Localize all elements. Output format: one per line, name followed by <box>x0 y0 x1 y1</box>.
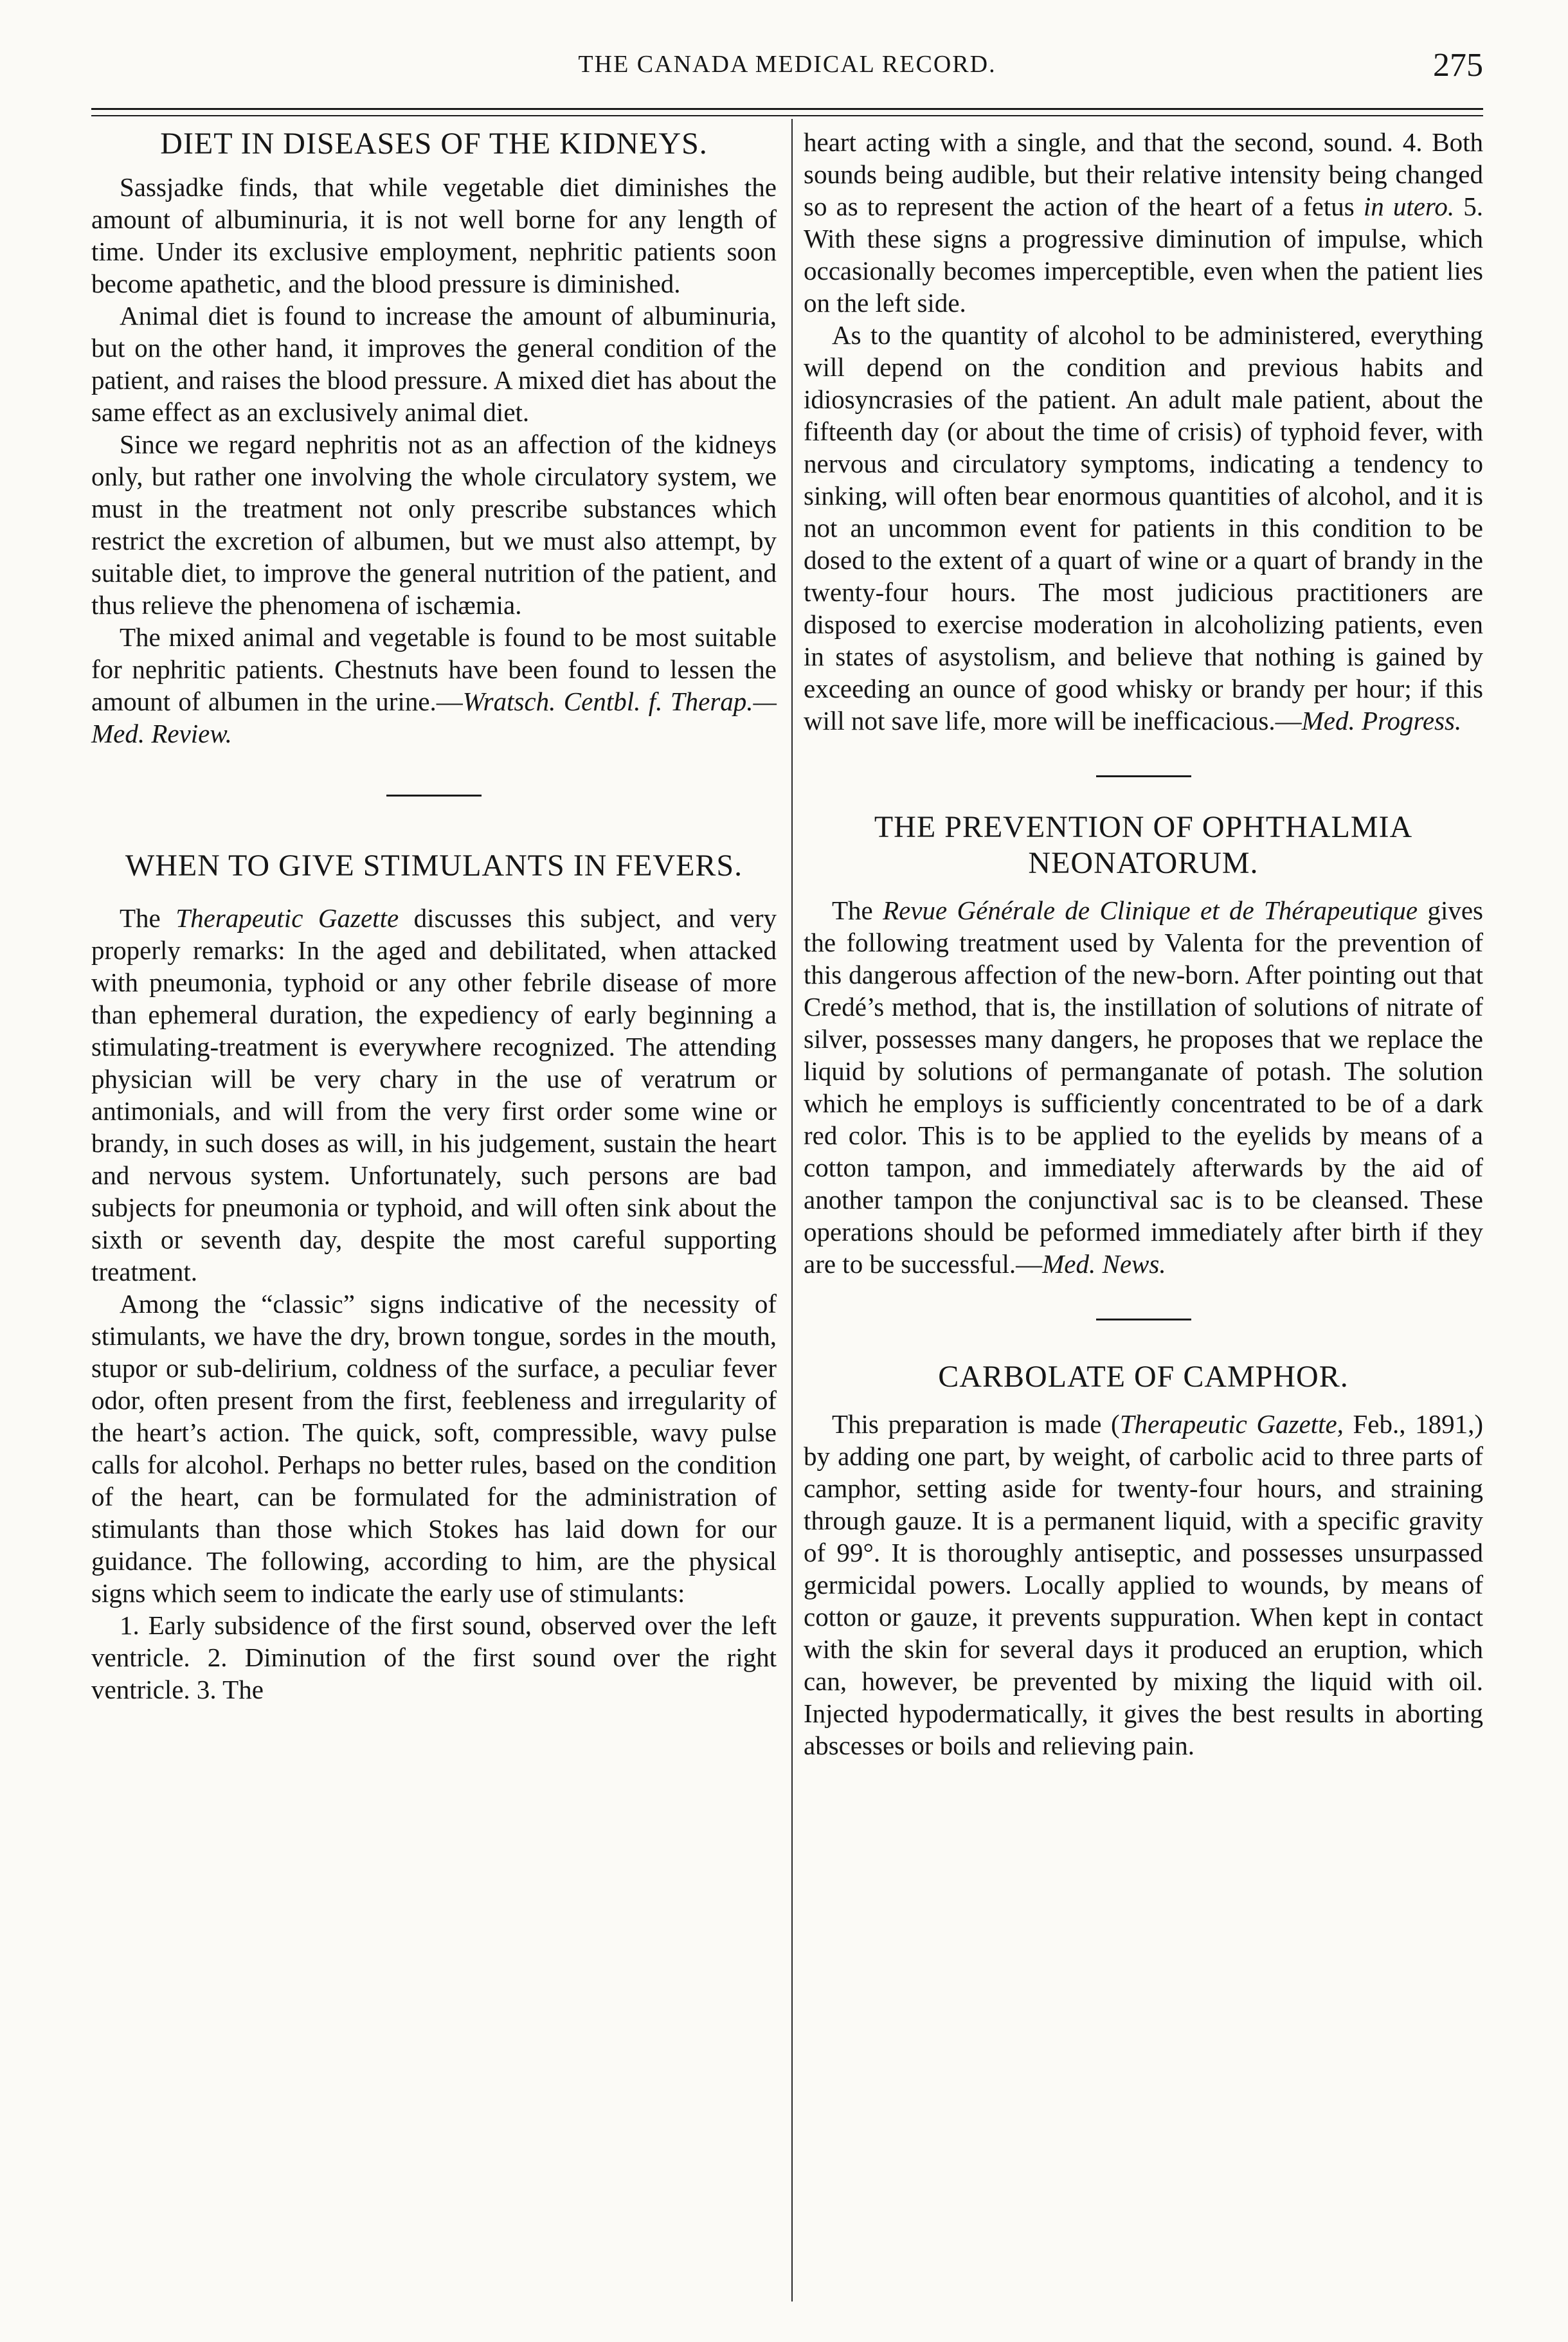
paragraph <box>91 621 777 750</box>
header-rule-secondary <box>91 115 1483 116</box>
article-title-ophthalmia: THE PREVENTION OF OPHTHALMIA NEONATORUM. <box>874 810 1413 880</box>
paragraph <box>804 1408 1483 1761</box>
article-title-diet-kidneys: DIET IN DISEASES OF THE KIDNEYS. <box>160 127 708 161</box>
paragraph-text: heart acting with a single, and that the second, sound. 4. Both sounds being audible, but their relative intensity being changed so as to represent the action of the heart of a fetus <box>804 127 1483 221</box>
paragraph-text: The mixed animal and vegetable is found to be most suitable for nephritic patients. Chestnuts have been found to lessen the amount of albumen in the urine.— <box>91 622 777 716</box>
article-source: Med. News. <box>1042 1249 1166 1279</box>
paragraph-text: Feb., 1891,) by adding one part, by weight, of carbolic acid to three parts of camphor, setting aside for twenty-four hours, and straining through gauze. It is a permanent liquid, with a specific gravity of 99°. It is thoroughly antiseptic, and possesses unsurpassed germicidal powers. Locally applied to wounds, by means of cotton or gauze, it prevents suppuration. When kept in contact with the skin for several days it produced an eruption, which can, however, be prevented by mixing the liquid with oil. Injected hypodermatically, it gives the best results in aborting abscesses or boils and relieving pain. <box>804 1409 1483 1760</box>
column-divider <box>791 119 793 2301</box>
paragraph <box>804 319 1483 737</box>
paragraph-text: discusses this subject, and very properly remarks: In the aged and debilitated, when attacked with pneumonia, typhoid or any other febrile disease of more than ephemeral duration, the expediency of early beginning a stimulating-treatment is everywhere recognized. The attending physician will be very chary in the use of veratrum or antimonials, and will from the very first order some wine or brandy, in such doses as will, in his judgement, sustain the heart and nervous system. Unfortunately, such persons are bad subjects for pneumonia or typhoid, and will often sink about the sixth or seventh day, despite the most careful supporting treatment. <box>91 903 777 1286</box>
paragraph-text: The <box>120 903 176 933</box>
paragraph: Since we regard nephritis not as an affection of the kidneys only, but rather one involving the whole circulatory system, we must in the treatment not only prescribe substances which restrict the excretion of albumen, but we must also attempt, by suitable diet, to improve the general nutrition of the patient, and thus relieve the phenomena of ischæmia. <box>91 429 777 620</box>
running-title: THE CANADA MEDICAL RECORD. <box>578 51 996 78</box>
paragraph: Sassjadke finds, that while vegetable diet diminishes the amount of albuminuria, it is not well borne for any length of time. Under its exclusive employment, nephritic patients soon become apathetic, and the blood pressure is diminished. <box>91 172 777 298</box>
journal-name: Therapeutic Gazette <box>176 903 399 933</box>
journal-name: Revue Générale de Clinique et de Thérapeutique <box>883 896 1418 925</box>
paragraph-text: The <box>832 896 883 925</box>
journal-name: Therapeutic Gazette, <box>1119 1409 1344 1439</box>
article-title-carbolate-camphor: CARBOLATE OF CAMPHOR. <box>938 1360 1349 1394</box>
article-source: Wratsch. Centbl. f. Therap.—Med. Review. <box>91 687 777 748</box>
paragraph-text: 5. With these signs a progressive diminution of impulse, which occasionally becomes imperceptible, even when the patient lies on the left side. <box>804 192 1483 318</box>
section-separator <box>386 795 482 797</box>
article-title-stimulants-fevers: WHEN TO GIVE STIMULANTS IN FEVERS. <box>125 849 743 883</box>
section-separator <box>1096 1319 1191 1320</box>
paragraph <box>804 894 1483 1280</box>
paragraph-text: gives the following treatment used by Valenta for the prevention of this dangerous affection of the new-born. After pointing out that Credé’s method, that is, the instillation of solutions of nitrate of silver, possesses many dangers, he proposes that we replace the liquid by solutions of permanganate of potash. The solution which he employs is sufficiently concentrated to be of a dark red color. This is to be applied to the eyelids by means of a cotton tampon, and immediately afterwards by the aid of another tampon the conjunctival sac is to be cleansed. These operations should be peformed immediately after birth if they are to be successful.— <box>804 896 1483 1279</box>
paragraph-continuation <box>804 126 1483 319</box>
section-separator <box>1096 775 1191 777</box>
page-number: 275 <box>1433 47 1483 84</box>
paragraph: 1. Early subsidence of the first sound, observed over the left ventricle. 2. Diminution of the first sound over the right ventricle. 3. The <box>91 1610 777 1704</box>
paragraph: Animal diet is found to increase the amount of albuminuria, but on the other hand, it improves the general condition of the patient, and raises the blood pressure. A mixed diet has about the same effect as an exclusively animal diet. <box>91 301 777 427</box>
left-column <box>91 126 777 1706</box>
header-rule <box>91 108 1483 110</box>
article-source: Med. Progress. <box>1301 706 1462 735</box>
right-column <box>804 126 1483 1761</box>
paragraph <box>91 902 777 1288</box>
paragraph: Among the “classic” signs indicative of the necessity of stimulants, we have the dry, brown tongue, sordes in the mouth, stupor or sub-delirium, coldness of the surface, a peculiar fever odor, often present from the first, feebleness and irregularity of the heart’s action. The quick, soft, compressible, wavy pulse calls for alcohol. Perhaps no better rules, based on the condition of the heart, can be formulated for the administration of stimulants than those which Stokes has laid down for our guidance. The following, according to him, are the physical signs which seem to indicate the early use of stimulants: <box>91 1289 777 1608</box>
paragraph-text: This preparation is made ( <box>832 1409 1120 1439</box>
latin-phrase: in utero. <box>1363 192 1455 221</box>
paragraph-text: As to the quantity of alcohol to be administered, everything will depend on the condition and previous habits and idiosyncrasies of the patient. An adult male patient, about the fifteenth day (or about the time of crisis) of typhoid fever, with nervous and circulatory symptoms, indicating a tendency to sinking, will often bear enormous quantities of alcohol, and it is not an uncommon event for patients in this condition to be dosed to the extent of a quart of wine or a quart of brandy in the twenty-four hours. The most judicious practitioners are disposed to exercise moderation in alcoholizing patients, even in states of asystolism, and believe that nothing is gained by exceeding an ounce of good whisky or brandy per hour; if this will not save life, more will be inefficacious.— <box>804 320 1483 735</box>
page-header <box>91 47 1483 102</box>
